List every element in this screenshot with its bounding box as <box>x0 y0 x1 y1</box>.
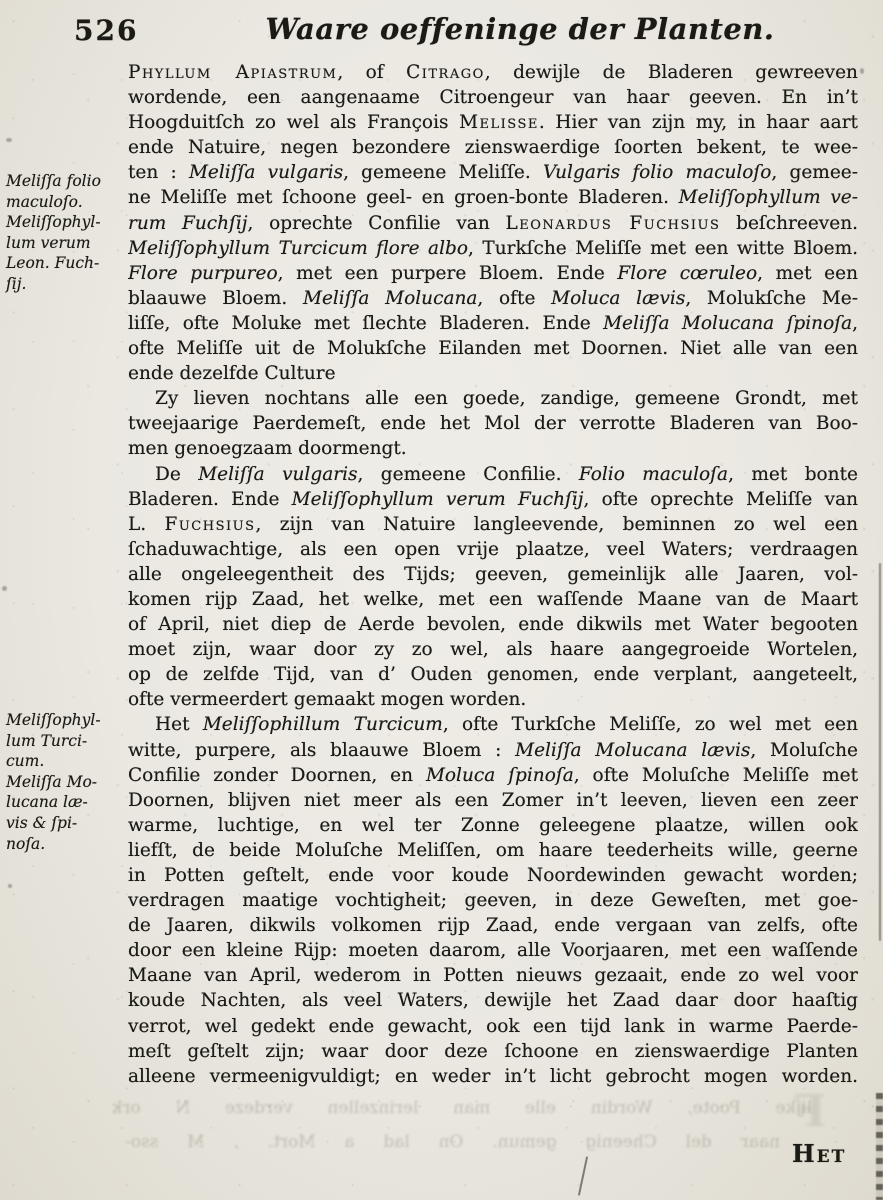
text-line <box>128 888 858 913</box>
body-text: , dewijle de Bladeren gewreeven <box>484 62 858 83</box>
latin-name-text: Moluca ſpinoſa <box>425 764 574 786</box>
text-line <box>128 1039 858 1064</box>
text-line <box>128 838 858 863</box>
body-text: alle ongeleegentheit des Tijds; geeven, gemeinlijk alle Jaaren, vol- <box>128 563 858 585</box>
text-line <box>128 988 858 1013</box>
body-text: , zijn van Natuire langleevende, beminnen zo wel een <box>255 513 858 535</box>
text-line <box>128 963 858 988</box>
body-text: , ofte Moluſche Meliſſe met <box>573 764 858 786</box>
latin-name-text: Meliſſa vulgaris <box>188 162 344 184</box>
latin-name-text: Meliſſophillum Turcicum <box>202 714 443 736</box>
text-line <box>128 60 858 85</box>
latin-name-text: Meliſſophyllum Turcicum flore albo <box>128 237 468 259</box>
body-text: ofte Meliſſe uit de Molukſche Eilanden met Doornen. Niet alle van een <box>128 338 858 360</box>
bleed-through-line: lijke Poote, Wordin elle man lerinzellen verdeze N ork <box>112 1098 812 1118</box>
body-text: , Turkſche Meliſſe met een witte Bloem. <box>467 237 858 259</box>
latin-name-text: Meliſſophyllum ve- <box>678 187 858 209</box>
body-text: ofte vermeerdert gemaakt mogen worden. <box>128 689 527 711</box>
body-text: warme, luchtige, en wel ter Zonne geleegene plaatze, willen ook <box>128 814 858 836</box>
body-text: tweejaarige Paerdemeſt, ende het Mol der verrotte Bladeren van Boo- <box>128 413 858 435</box>
body-text: De <box>155 463 199 485</box>
margin-note <box>6 171 124 295</box>
body-text: verdragen maatige vochtigheit; geeven, in deze Geweſten, met goe- <box>128 890 858 912</box>
body-text: ende Natuire, negen bezondere zienswaerdige ſoorten bekent, te wee- <box>128 137 858 159</box>
body-text: ten : <box>128 162 189 184</box>
ink-speck <box>860 68 864 74</box>
body-text: , ofte oprechte Meliſſe van <box>583 488 858 510</box>
text-line <box>128 487 858 512</box>
body-text: Bladeren. Ende <box>128 488 292 510</box>
body-text: , gemee- <box>771 162 858 184</box>
latin-name-text: rum Fuchſij <box>128 212 248 234</box>
margin-note-line: maculoſo. <box>6 192 83 211</box>
ink-speck <box>6 138 12 142</box>
body-text: Hoogduitſch zo wel als François <box>128 112 460 134</box>
body-text: L. <box>128 513 165 535</box>
body-text: Maane van April, wederom in Potten nieuws gezaait, ende zo wel voor <box>128 965 858 987</box>
margin-note-line: Meliſſa Mo- <box>6 772 98 791</box>
body-text: door een kleine Rijp: moeten daarom, alle Voorjaaren, met een waſſende <box>128 940 858 962</box>
text-line <box>128 462 858 487</box>
margin-note-line: lum verum <box>6 233 91 252</box>
body-text: ende dezelfde Culture <box>128 363 336 385</box>
text-line <box>128 286 858 311</box>
text-line <box>128 336 858 361</box>
body-text: . Hier van zijn my, in haar aart <box>538 112 858 134</box>
body-text: , gemeene Confilie. <box>357 463 579 485</box>
margin-note-line: Leon. Fuch- <box>6 254 100 273</box>
body-text: verrot, wel gedekt ende gewacht, ook een tijd lank in warme Paerde- <box>128 1015 858 1037</box>
body-text: moet zijn, waar door zy zo wel, als haare aangegroeide Wortelen, <box>128 639 858 661</box>
body-text: , Molukſche Me- <box>685 287 858 309</box>
body-text: men genoegzaam doormengt. <box>128 438 407 460</box>
body-text: , ofte <box>477 287 552 309</box>
page-number: 526 <box>74 14 139 47</box>
margin-note-line: ſij. <box>6 274 27 293</box>
text-line <box>128 537 858 562</box>
ink-stroke-mark <box>578 1156 588 1196</box>
latin-name-text: Meliſſa Molucana ſpinoſa <box>603 312 853 334</box>
ink-speck <box>2 586 7 591</box>
body-text: , ofte Turkſche Meliſſe, zo wel met een <box>442 714 858 736</box>
text-line <box>128 1064 858 1089</box>
body-text: ne Meliſſe met ſchoone geel- en groen-bonte Bladeren. <box>128 187 679 209</box>
text-line <box>128 436 858 461</box>
body-text: meſt geſtelt zijn; waar door deze ſchoone en zienswaerdige Planten <box>128 1040 858 1062</box>
latin-name-text: Meliſſa Molucana <box>303 287 478 309</box>
text-line <box>128 135 858 160</box>
text-line <box>128 361 858 386</box>
text-line <box>128 913 858 938</box>
text-line <box>128 386 858 411</box>
text-line <box>128 160 858 185</box>
text-line <box>128 85 858 110</box>
text-line <box>128 788 858 813</box>
body-text: , gemeene Meliſſe. <box>343 162 543 184</box>
page-edge-mark <box>879 563 881 941</box>
text-line <box>128 938 858 963</box>
margin-note-line: Meliſſa folio <box>6 172 101 190</box>
margin-note-line: Meliſſophyl- <box>6 711 101 729</box>
body-text: in Potten geſtelt, ende voor koude Noordewinden gewacht worden; <box>128 865 858 886</box>
text-line <box>128 587 858 612</box>
body-text: , met een <box>757 262 858 284</box>
body-text: op de zelfde Tijd, van d’ Ouden genomen, ende verplant, aangeteelt, <box>128 664 858 686</box>
latin-name-text: Meliſſa vulgaris <box>198 463 358 485</box>
body-text: Confilie zonder Doornen, en <box>128 764 426 786</box>
text-line <box>128 662 858 687</box>
body-text: , Moluſche <box>750 739 858 761</box>
text-line <box>128 236 858 261</box>
small-caps-text: Phyllum Apiastrum <box>128 62 338 83</box>
body-text: of April, niet diep de Aerde bevolen, ende dikwils met Water begooten <box>128 614 858 636</box>
text-line <box>128 863 858 888</box>
text-line <box>128 211 858 236</box>
running-title: Waare oeffeninge der Planten. <box>265 12 775 46</box>
body-text: koude Nachten, als veel Waters, dewijle het Zaad daar door haaſtig <box>128 990 858 1012</box>
body-text: ſchaduwachtige, als een open vrije plaatze, veel Waters; verdraagen <box>128 538 858 560</box>
text-line <box>128 712 858 737</box>
margin-note-line: Meliſſophyl- <box>6 213 101 232</box>
body-text: , <box>852 312 858 334</box>
text-line <box>128 612 858 637</box>
body-text: blaauwe Bloem. <box>128 287 303 309</box>
latin-name-text: Moluca lævis <box>551 287 686 309</box>
ink-speck <box>8 884 12 888</box>
body-text: , oprechte Confilie van <box>247 212 506 234</box>
margin-note-line: cum. <box>6 752 45 771</box>
small-caps-text: Citrago <box>406 62 485 83</box>
bleed-through-line: naar del Cheenig gemun. On lad a Mort. , M sso- <box>125 1132 780 1152</box>
text-line <box>128 411 858 436</box>
body-text: liefſt, de beide Moluſche Meliſſen, om haare teederheits wille, geerne <box>128 839 858 861</box>
body-text: liſſe, ofte Moluke met ſlechte Bladeren. Ende <box>128 312 604 334</box>
text-line <box>128 110 858 135</box>
margin-note-line: noſa. <box>6 834 46 853</box>
latin-name-text: Meliſſophyllum verum Fuchſij <box>291 488 584 510</box>
bleed-through-line: F <box>794 1086 826 1137</box>
text-line <box>128 185 858 210</box>
margin-note-line: lum Turci- <box>6 731 88 750</box>
body-text: alleene vermeenigvuldigt; en weder in’t licht gebrocht mogen worden. <box>128 1065 858 1087</box>
text-line <box>128 813 858 838</box>
text-line <box>128 512 858 537</box>
body-text: witte, purpere, als blaauwe Bloem : <box>128 739 516 761</box>
text-line <box>128 562 858 587</box>
text-line <box>128 637 858 662</box>
small-caps-text: Fuchsius <box>164 513 256 535</box>
text-line <box>128 763 858 788</box>
margin-note <box>6 710 124 854</box>
small-caps-text: Leonardus Fuchsius <box>505 212 721 234</box>
text-line <box>128 687 858 712</box>
latin-name-text: Flore purpureo <box>128 262 278 284</box>
small-caps-text: Melisse <box>459 112 539 134</box>
body-text: , of <box>337 62 407 83</box>
body-text: beſchreeven. <box>720 212 858 234</box>
body-text: , met bonte <box>728 463 858 485</box>
catchword: Het <box>792 1139 847 1168</box>
body-text: Zy lieven nochtans alle een goede, zandige, gemeene Grondt, met <box>155 388 858 410</box>
text-line <box>128 1014 858 1039</box>
margin-note-line: vis & ſpi- <box>6 813 78 832</box>
text-line <box>128 738 858 763</box>
binding-edge-mark <box>876 1093 883 1200</box>
latin-name-text: Vulgaris folio maculoſo <box>542 162 772 184</box>
margin-note-line: lucana læ- <box>6 793 88 812</box>
body-text: komen rijp Zaad, het welke, met een waſſende Maane van de Maart <box>128 588 858 610</box>
body-text: Het <box>155 714 203 736</box>
body-text-column <box>128 60 858 1089</box>
latin-name-text: Flore cœruleo <box>617 262 758 284</box>
body-text: wordende, een aangenaame Citroengeur van haar geeven. En in’t <box>128 87 858 109</box>
latin-name-text: Meliſſa Molucana lævis <box>515 739 751 761</box>
body-text: Doornen, blijven niet meer als een Zomer in’t leeven, lieven een zeer <box>128 789 858 811</box>
body-text: de Jaaren, dikwils volkomen rijp Zaad, ende vergaan van zelfs, ofte <box>128 915 858 937</box>
text-line <box>128 261 858 286</box>
text-line <box>128 311 858 336</box>
latin-name-text: Folio maculoſa <box>578 463 729 485</box>
body-text: , met een purpere Bloem. Ende <box>277 262 618 284</box>
